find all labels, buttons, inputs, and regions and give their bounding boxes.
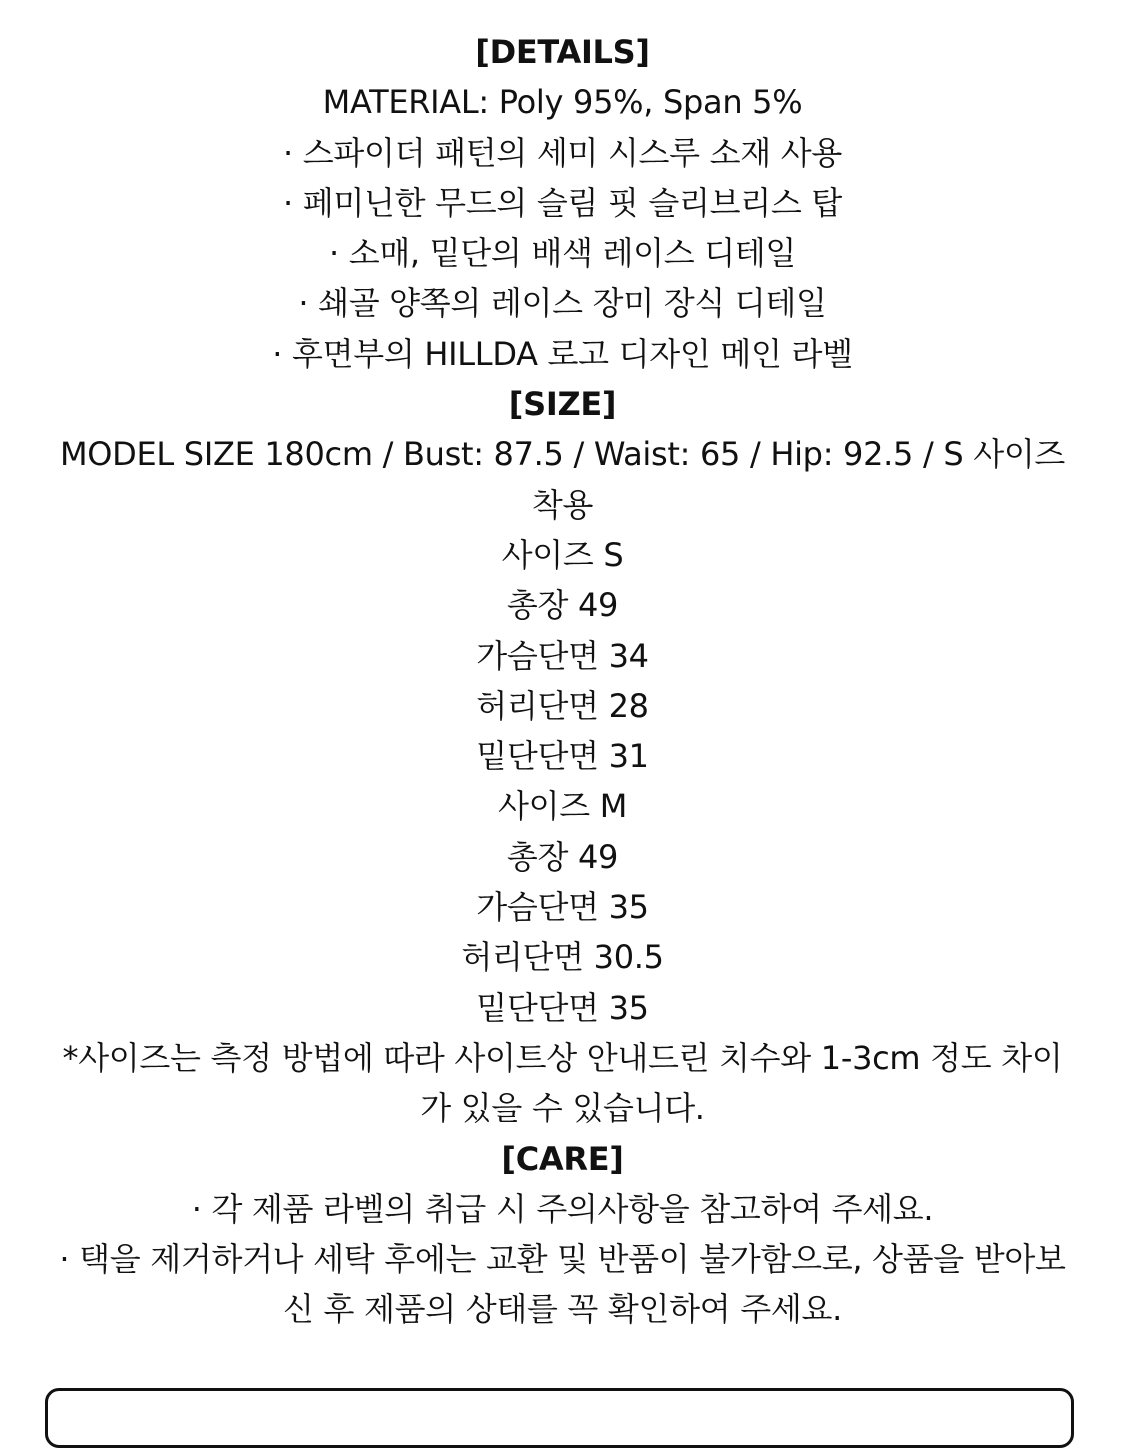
size-m-hem: 밑단단면 35 xyxy=(476,988,649,1027)
detail-bullet-4: · 쇄골 양쪽의 레이스 장미 장식 디테일 xyxy=(298,284,827,323)
detail-bullet-2: · 페미닌한 무드의 슬림 핏 슬리브리스 탑 xyxy=(283,183,842,222)
product-info-content xyxy=(0,27,1125,1335)
size-m-waist: 허리단면 30.5 xyxy=(461,938,664,977)
detail-bullet-3: · 소매, 밑단의 배색 레이스 디테일 xyxy=(328,234,797,273)
care-line-1: · 각 제품 라벨의 취급 시 주의사항을 참고하여 주세요. xyxy=(191,1189,934,1228)
detail-bullet-5: · 후면부의 HILLDA 로고 디자인 메인 라벨 xyxy=(272,334,853,373)
size-m-label: 사이즈 M xyxy=(497,787,628,826)
care-line-2: · 택을 제거하거나 세탁 후에는 교환 및 반품이 불가함으로, 상품을 받아보 xyxy=(59,1240,1066,1279)
size-s-length: 총장 49 xyxy=(506,586,619,625)
care-heading: [CARE] xyxy=(501,1139,624,1178)
size-s-waist: 허리단면 28 xyxy=(476,686,649,725)
size-s-label: 사이즈 S xyxy=(501,535,624,574)
model-size-line-2: 착용 xyxy=(531,485,594,524)
material-line: MATERIAL: Poly 95%, Span 5% xyxy=(322,83,803,122)
details-heading: [DETAILS] xyxy=(475,33,650,71)
size-m-length: 총장 49 xyxy=(506,837,619,876)
size-note-line-1: *사이즈는 측정 방법에 따라 사이트상 안내드린 치수와 1-3cm 정도 차이 xyxy=(62,1038,1063,1077)
size-note-line-2: 가 있을 수 있습니다. xyxy=(420,1089,705,1128)
size-heading: [SIZE] xyxy=(508,385,617,424)
detail-bullet-1: · 스파이더 패턴의 세미 시스루 소재 사용 xyxy=(283,133,842,172)
size-s-hem: 밑단단면 31 xyxy=(476,737,649,776)
model-size-line-1: MODEL SIZE 180cm / Bust: 87.5 / Waist: 65 / Hip: 92.5 / S 사이즈 xyxy=(59,435,1066,474)
care-line-3: 신 후 제품의 상태를 꼭 확인하여 주세요. xyxy=(283,1290,842,1329)
size-s-chest: 가슴단면 34 xyxy=(476,636,649,675)
bottom-outlined-box[interactable] xyxy=(45,1388,1074,1448)
size-m-chest: 가슴단면 35 xyxy=(476,888,649,927)
